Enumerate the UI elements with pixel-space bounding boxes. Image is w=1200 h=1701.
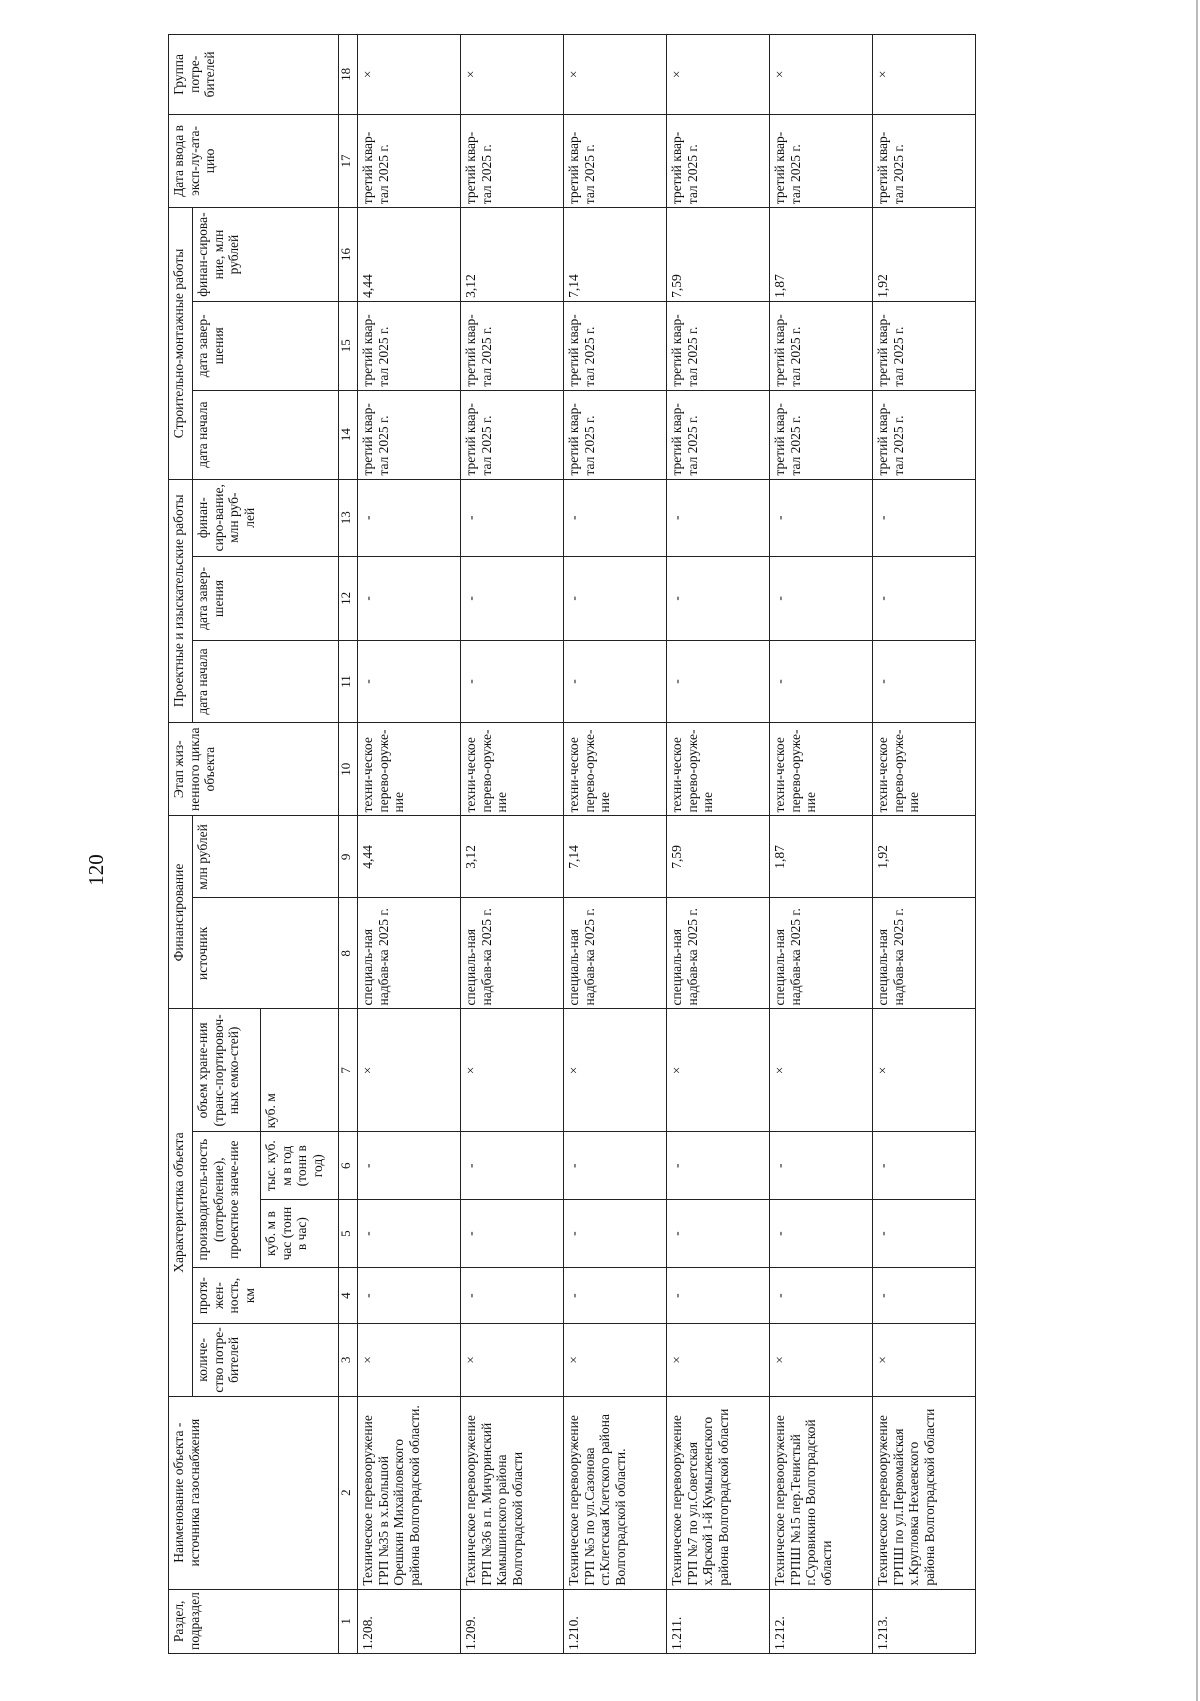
consumer-group: × bbox=[461, 35, 564, 115]
header-fin-group: Финансирование bbox=[169, 816, 193, 1009]
construction-start: третий квар-тал 2025 г. bbox=[564, 390, 667, 479]
length-km: - bbox=[564, 1268, 667, 1324]
consumer-group: × bbox=[358, 35, 461, 115]
capacity-year: - bbox=[667, 1132, 770, 1200]
funding-mln: 1,87 bbox=[770, 816, 873, 898]
header-smr-end: дата завер-шения bbox=[193, 301, 339, 390]
design-funding: - bbox=[667, 479, 770, 556]
consumers-count: × bbox=[667, 1324, 770, 1397]
header-smr-group: Строительно-монтажные работы bbox=[169, 208, 193, 479]
table-row bbox=[358, 35, 461, 1654]
table-row bbox=[770, 35, 873, 1654]
funding-mln: 7,59 bbox=[667, 816, 770, 898]
construction-funding: 7,14 bbox=[564, 208, 667, 302]
lifecycle-stage: техни-ческое перево-оруже-ние bbox=[564, 722, 667, 816]
lifecycle-stage: техни-ческое перево-оруже-ние bbox=[358, 722, 461, 816]
header-smr-start: дата начала bbox=[193, 390, 339, 479]
header-fin-source: источник bbox=[193, 898, 339, 1009]
design-start: - bbox=[564, 641, 667, 723]
commissioning-date: третий квар-тал 2025 г. bbox=[873, 114, 976, 208]
table-row bbox=[564, 35, 667, 1654]
table-row bbox=[667, 35, 770, 1654]
design-start: - bbox=[667, 641, 770, 723]
storage-volume: × bbox=[873, 1009, 976, 1132]
page-number: 120 bbox=[84, 854, 108, 886]
length-km: - bbox=[667, 1268, 770, 1324]
object-name: Техническое перевооружение ГРП №5 по ул.Сазонова ст.Клетская Клетского района Волгоградской области. bbox=[564, 1396, 667, 1589]
row-number: 1.210. bbox=[564, 1589, 667, 1653]
construction-end: третий квар-тал 2025 г. bbox=[873, 301, 976, 390]
capacity-hour: - bbox=[564, 1200, 667, 1268]
design-start: - bbox=[358, 641, 461, 723]
header-name: Наименование объекта - источника газоснабжения bbox=[169, 1396, 339, 1589]
consumers-count: × bbox=[873, 1324, 976, 1397]
consumers-count: × bbox=[770, 1324, 873, 1397]
funding-mln: 3,12 bbox=[461, 816, 564, 898]
header-razdel: Раздел, подраздел bbox=[169, 1589, 339, 1653]
header-date-start: дата начала bbox=[193, 641, 339, 723]
row-number: 1.211. bbox=[667, 1589, 770, 1653]
header-proj-fin: финан-сиро-вание, млн руб-лей bbox=[193, 479, 339, 556]
design-end: - bbox=[667, 556, 770, 640]
construction-funding: 3,12 bbox=[461, 208, 564, 302]
design-start: - bbox=[461, 641, 564, 723]
consumer-group: × bbox=[873, 35, 976, 115]
construction-start: третий квар-тал 2025 г. bbox=[461, 390, 564, 479]
colnum: 13 bbox=[339, 479, 358, 556]
design-end: - bbox=[564, 556, 667, 640]
funding-source: специаль-ная надбав-ка 2025 г. bbox=[770, 898, 873, 1009]
header-kolichestvo: количе-ство потре-бителей bbox=[193, 1324, 339, 1397]
colnum: 4 bbox=[339, 1268, 358, 1324]
colnum: 18 bbox=[339, 35, 358, 115]
construction-funding: 7,59 bbox=[667, 208, 770, 302]
design-funding: - bbox=[461, 479, 564, 556]
construction-start: третий квар-тал 2025 г. bbox=[667, 390, 770, 479]
colnum: 10 bbox=[339, 722, 358, 816]
object-name: Техническое перевооружение ГРПШ №15 пер.Тенистый г.Суровикино Волгоградской области bbox=[770, 1396, 873, 1589]
header-char-group: Характеристика объекта bbox=[169, 1009, 193, 1396]
capacity-year: - bbox=[461, 1132, 564, 1200]
object-name: Техническое перевооружение ГРП №35 в х.Большой Орешкин Михайловского района Волгоградской области. bbox=[358, 1396, 461, 1589]
object-name: Техническое перевооружение ГРП №7 по ул.Советская х.Ярской 1-й Кумылженского района Волгоградской области bbox=[667, 1396, 770, 1589]
commissioning-date: третий квар-тал 2025 г. bbox=[564, 114, 667, 208]
funding-source: специаль-ная надбав-ка 2025 г. bbox=[873, 898, 976, 1009]
capacity-year: - bbox=[358, 1132, 461, 1200]
funding-mln: 1,92 bbox=[873, 816, 976, 898]
capacity-year: - bbox=[770, 1132, 873, 1200]
lifecycle-stage: техни-ческое перево-оруже-ние bbox=[770, 722, 873, 816]
colnum: 6 bbox=[339, 1132, 358, 1200]
header-proizv-year: тыс. куб. м в год (тонн в год) bbox=[261, 1132, 339, 1200]
consumers-count: × bbox=[461, 1324, 564, 1397]
construction-start: третий квар-тал 2025 г. bbox=[358, 390, 461, 479]
construction-end: третий квар-тал 2025 г. bbox=[770, 301, 873, 390]
construction-end: третий квар-тал 2025 г. bbox=[564, 301, 667, 390]
storage-volume: × bbox=[667, 1009, 770, 1132]
design-funding: - bbox=[770, 479, 873, 556]
length-km: - bbox=[461, 1268, 564, 1324]
commissioning-date: третий квар-тал 2025 г. bbox=[667, 114, 770, 208]
construction-end: третий квар-тал 2025 г. bbox=[358, 301, 461, 390]
design-start: - bbox=[770, 641, 873, 723]
capacity-hour: - bbox=[770, 1200, 873, 1268]
header-date-end: дата завер-шения bbox=[193, 556, 339, 640]
header-gruppa: Группа потре-бителей bbox=[169, 35, 339, 115]
capacity-hour: - bbox=[873, 1200, 976, 1268]
commissioning-date: третий квар-тал 2025 г. bbox=[770, 114, 873, 208]
storage-volume: × bbox=[564, 1009, 667, 1132]
colnum: 2 bbox=[339, 1396, 358, 1589]
table-row bbox=[461, 35, 564, 1654]
colnum: 14 bbox=[339, 390, 358, 479]
header-data-vvoda: Дата ввода в эксп-лу-ата-цию bbox=[169, 114, 339, 208]
capacity-year: - bbox=[873, 1132, 976, 1200]
funding-source: специаль-ная надбав-ка 2025 г. bbox=[358, 898, 461, 1009]
colnum: 9 bbox=[339, 816, 358, 898]
capacity-hour: - bbox=[358, 1200, 461, 1268]
length-km: - bbox=[873, 1268, 976, 1324]
header-obem-unit: куб. м bbox=[261, 1009, 339, 1132]
header-protyazh: протя-жен-ность, км bbox=[193, 1268, 339, 1324]
lifecycle-stage: техни-ческое перево-оруже-ние bbox=[667, 722, 770, 816]
row-number: 1.208. bbox=[358, 1589, 461, 1653]
construction-start: третий квар-тал 2025 г. bbox=[873, 390, 976, 479]
row-number: 1.212. bbox=[770, 1589, 873, 1653]
design-end: - bbox=[358, 556, 461, 640]
table-body bbox=[358, 35, 976, 1654]
consumer-group: × bbox=[770, 35, 873, 115]
construction-funding: 1,87 bbox=[770, 208, 873, 302]
table-row bbox=[873, 35, 976, 1654]
commissioning-date: третий квар-тал 2025 г. bbox=[461, 114, 564, 208]
header-proizv-group: производитель-ность (потребление), проектное значе-ние bbox=[193, 1132, 261, 1268]
consumers-count: × bbox=[564, 1324, 667, 1397]
colnum: 16 bbox=[339, 208, 358, 302]
consumer-group: × bbox=[564, 35, 667, 115]
funding-source: специаль-ная надбав-ка 2025 г. bbox=[667, 898, 770, 1009]
gas-supply-objects-table bbox=[168, 34, 976, 1654]
header-fin-mln: млн рублей bbox=[193, 816, 339, 898]
rotated-table-container bbox=[168, 34, 1200, 1654]
design-start: - bbox=[873, 641, 976, 723]
row-number: 1.213. bbox=[873, 1589, 976, 1653]
design-end: - bbox=[770, 556, 873, 640]
capacity-hour: - bbox=[667, 1200, 770, 1268]
colnum: 3 bbox=[339, 1324, 358, 1397]
colnum: 15 bbox=[339, 301, 358, 390]
capacity-year: - bbox=[564, 1132, 667, 1200]
header-etap: Этап жиз-ненного цикла объекта bbox=[169, 722, 339, 816]
consumers-count: × bbox=[358, 1324, 461, 1397]
construction-end: третий квар-тал 2025 г. bbox=[461, 301, 564, 390]
capacity-hour: - bbox=[461, 1200, 564, 1268]
colnum: 17 bbox=[339, 114, 358, 208]
object-name: Техническое перевооружение ГРПШ по ул.Первомайская х.Кругловка Нехаевского района Волгоградской области bbox=[873, 1396, 976, 1589]
funding-mln: 7,14 bbox=[564, 816, 667, 898]
header-proizv-hour: куб. м в час (тонн в час) bbox=[261, 1200, 339, 1268]
design-funding: - bbox=[873, 479, 976, 556]
colnum: 7 bbox=[339, 1009, 358, 1132]
colnum: 5 bbox=[339, 1200, 358, 1268]
length-km: - bbox=[358, 1268, 461, 1324]
colnum: 11 bbox=[339, 641, 358, 723]
funding-source: специаль-ная надбав-ка 2025 г. bbox=[461, 898, 564, 1009]
funding-mln: 4,44 bbox=[358, 816, 461, 898]
length-km: - bbox=[770, 1268, 873, 1324]
construction-funding: 4,44 bbox=[358, 208, 461, 302]
consumer-group: × bbox=[667, 35, 770, 115]
storage-volume: × bbox=[358, 1009, 461, 1132]
design-funding: - bbox=[358, 479, 461, 556]
colnum: 8 bbox=[339, 898, 358, 1009]
header-proj-group: Проектные и изыскательские работы bbox=[169, 479, 193, 722]
header-obem: объем хране-ния (транс-портировоч-ных емко-стей) bbox=[193, 1009, 261, 1132]
commissioning-date: третий квар-тал 2025 г. bbox=[358, 114, 461, 208]
design-end: - bbox=[461, 556, 564, 640]
colnum: 12 bbox=[339, 556, 358, 640]
colnum: 1 bbox=[339, 1589, 358, 1653]
lifecycle-stage: техни-ческое перево-оруже-ние bbox=[873, 722, 976, 816]
funding-source: специаль-ная надбав-ка 2025 г. bbox=[564, 898, 667, 1009]
storage-volume: × bbox=[461, 1009, 564, 1132]
row-number: 1.209. bbox=[461, 1589, 564, 1653]
design-end: - bbox=[873, 556, 976, 640]
lifecycle-stage: техни-ческое перево-оруже-ние bbox=[461, 722, 564, 816]
construction-funding: 1,92 bbox=[873, 208, 976, 302]
design-funding: - bbox=[564, 479, 667, 556]
header-smr-fin: финан-сирова-ние, млн рублей bbox=[193, 208, 339, 302]
construction-end: третий квар-тал 2025 г. bbox=[667, 301, 770, 390]
storage-volume: × bbox=[770, 1009, 873, 1132]
column-numbers-row bbox=[339, 35, 358, 1654]
object-name: Техническое перевооружение ГРП №36 в п. Мичуринский Камышинского района Волгоградской области bbox=[461, 1396, 564, 1589]
construction-start: третий квар-тал 2025 г. bbox=[770, 390, 873, 479]
